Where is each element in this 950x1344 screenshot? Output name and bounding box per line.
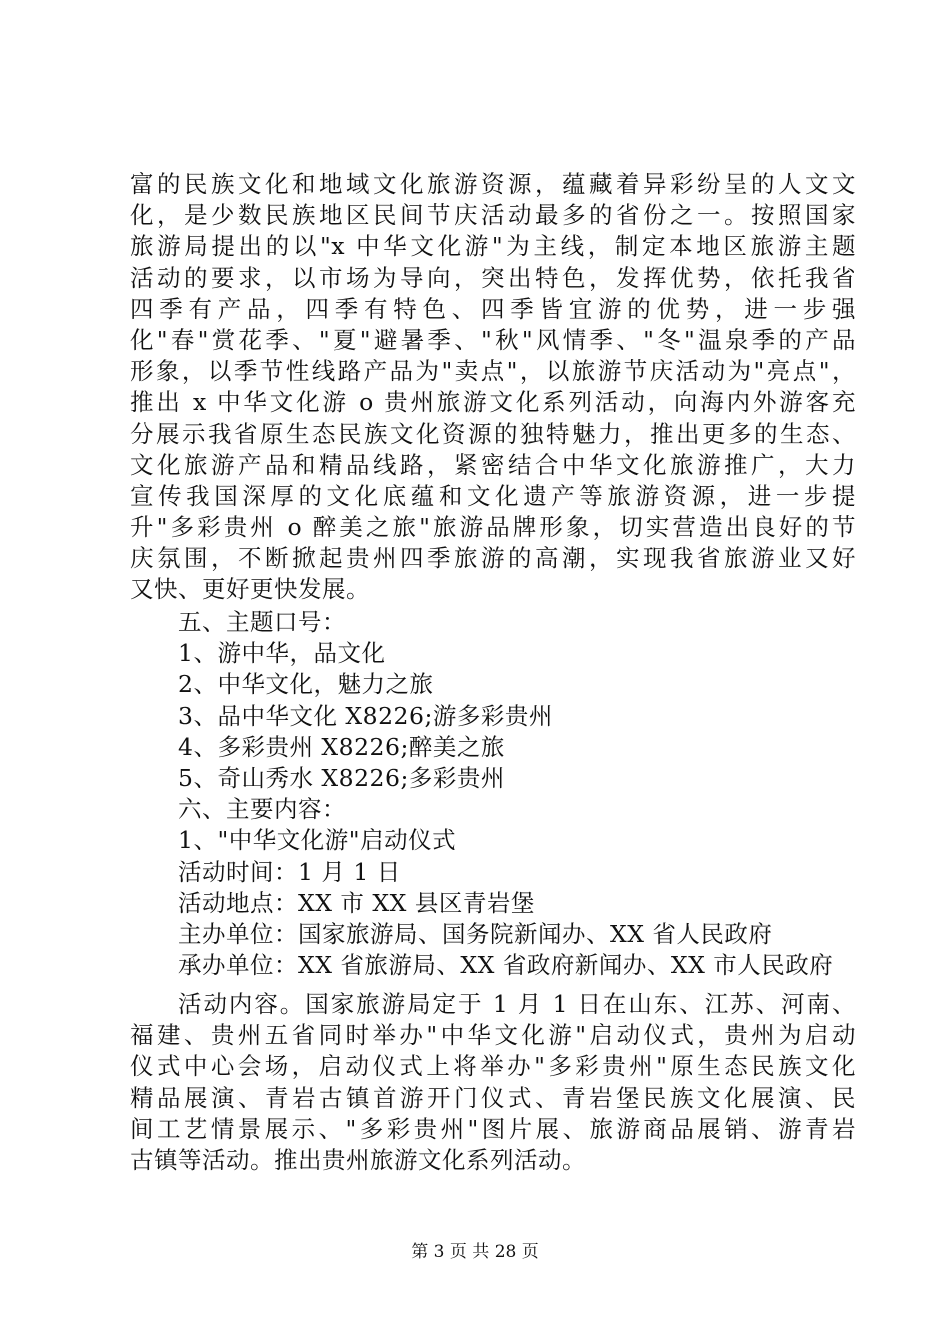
- text-line: 富的民族文化和地域文化旅游资源，蕴藏着异彩纷呈的人文文: [130, 170, 856, 198]
- text-line: 又快、更好更快发展。: [130, 575, 370, 604]
- event-time: 活动时间：1 月 1 日: [178, 857, 401, 886]
- slogan-item: 4、多彩贵州 X8226;醉美之旅: [178, 732, 505, 761]
- text-line: 福建、贵州五省同时举办"中华文化游"启动仪式，贵州为启动: [130, 1021, 856, 1050]
- text-line: 分展示我省原生态民族文化资源的独特魅力，推出更多的生态、: [130, 419, 856, 448]
- event-location: 活动地点：XX 市 XX 县区青岩堡: [178, 888, 535, 917]
- text-line: 间工艺情景展示、"多彩贵州"图片展、旅游商品展销、游青岩: [130, 1114, 856, 1143]
- text-line: 精品展演、青岩古镇首游开门仪式、青岩堡民族文化展演、民: [130, 1083, 856, 1112]
- slogan-item: 5、奇山秀水 X8226;多彩贵州: [178, 763, 505, 792]
- slogan-item: 3、品中华文化 X8226;游多彩贵州: [178, 701, 553, 730]
- theme-and-content-list: [178, 607, 858, 981]
- text-line: 形象，以季节性线路产品为"卖点"，以旅游节庆活动为"亮点"，: [130, 357, 856, 386]
- section-heading-content: 六、主要内容：: [178, 795, 346, 824]
- event-organizer: 主办单位：国家旅游局、国务院新闻办、XX 省人民政府: [178, 919, 773, 948]
- event-title: 1、"中华文化游"启动仪式: [178, 826, 457, 855]
- text-line: 宣传我国深厚的文化底蕴和文化遗产等旅游资源，进一步提: [130, 481, 856, 510]
- text-line: 活动的要求，以市场为导向，突出特色，发挥优势，依托我省: [130, 263, 856, 292]
- text-line: 文化旅游产品和精品线路，紧密结合中华文化旅游推广，大力: [130, 450, 856, 479]
- section-heading-theme: 五、主题口号：: [178, 608, 346, 636]
- text-line: 四季有产品，四季有特色、四季皆宜游的优势，进一步强: [130, 294, 856, 323]
- text-line: 仪式中心会场，启动仪式上将举办"多彩贵州"原生态民族文化: [130, 1052, 856, 1081]
- text-line: 升"多彩贵州 o 醉美之旅"旅游品牌形象，切实营造出良好的节: [130, 513, 856, 542]
- text-line: 活动内容。国家旅游局定于 1 月 1 日在山东、江苏、河南、: [178, 990, 856, 1018]
- slogan-item: 2、中华文化，魅力之旅: [178, 670, 434, 699]
- text-line: 化，是少数民族地区民间节庆活动最多的省份之一。按照国家: [130, 201, 856, 230]
- body-paragraph-2: [130, 989, 856, 1176]
- text-line: 化"春"赏花季、"夏"避暑季、"秋"风情季、"冬"温泉季的产品: [130, 325, 856, 354]
- text-line: 庆氛围，不断掀起贵州四季旅游的高潮，实现我省旅游业又好: [130, 544, 856, 573]
- page-number: 第 3 页 共 28 页: [411, 1242, 539, 1262]
- event-co-organizer: 承办单位：XX 省旅游局、XX 省政府新闻办、XX 市人民政府: [178, 951, 834, 980]
- text-line: 旅游局提出的以"x 中华文化游"为主线，制定本地区旅游主题: [130, 232, 856, 261]
- text-line: 推出 x 中华文化游 o 贵州旅游文化系列活动，向海内外游客充: [130, 388, 856, 417]
- text-line: 古镇等活动。推出贵州旅游文化系列活动。: [130, 1145, 586, 1174]
- body-paragraph-1: [130, 169, 856, 606]
- page-footer: [0, 1241, 950, 1263]
- slogan-item: 1、游中华，品文化: [178, 639, 386, 668]
